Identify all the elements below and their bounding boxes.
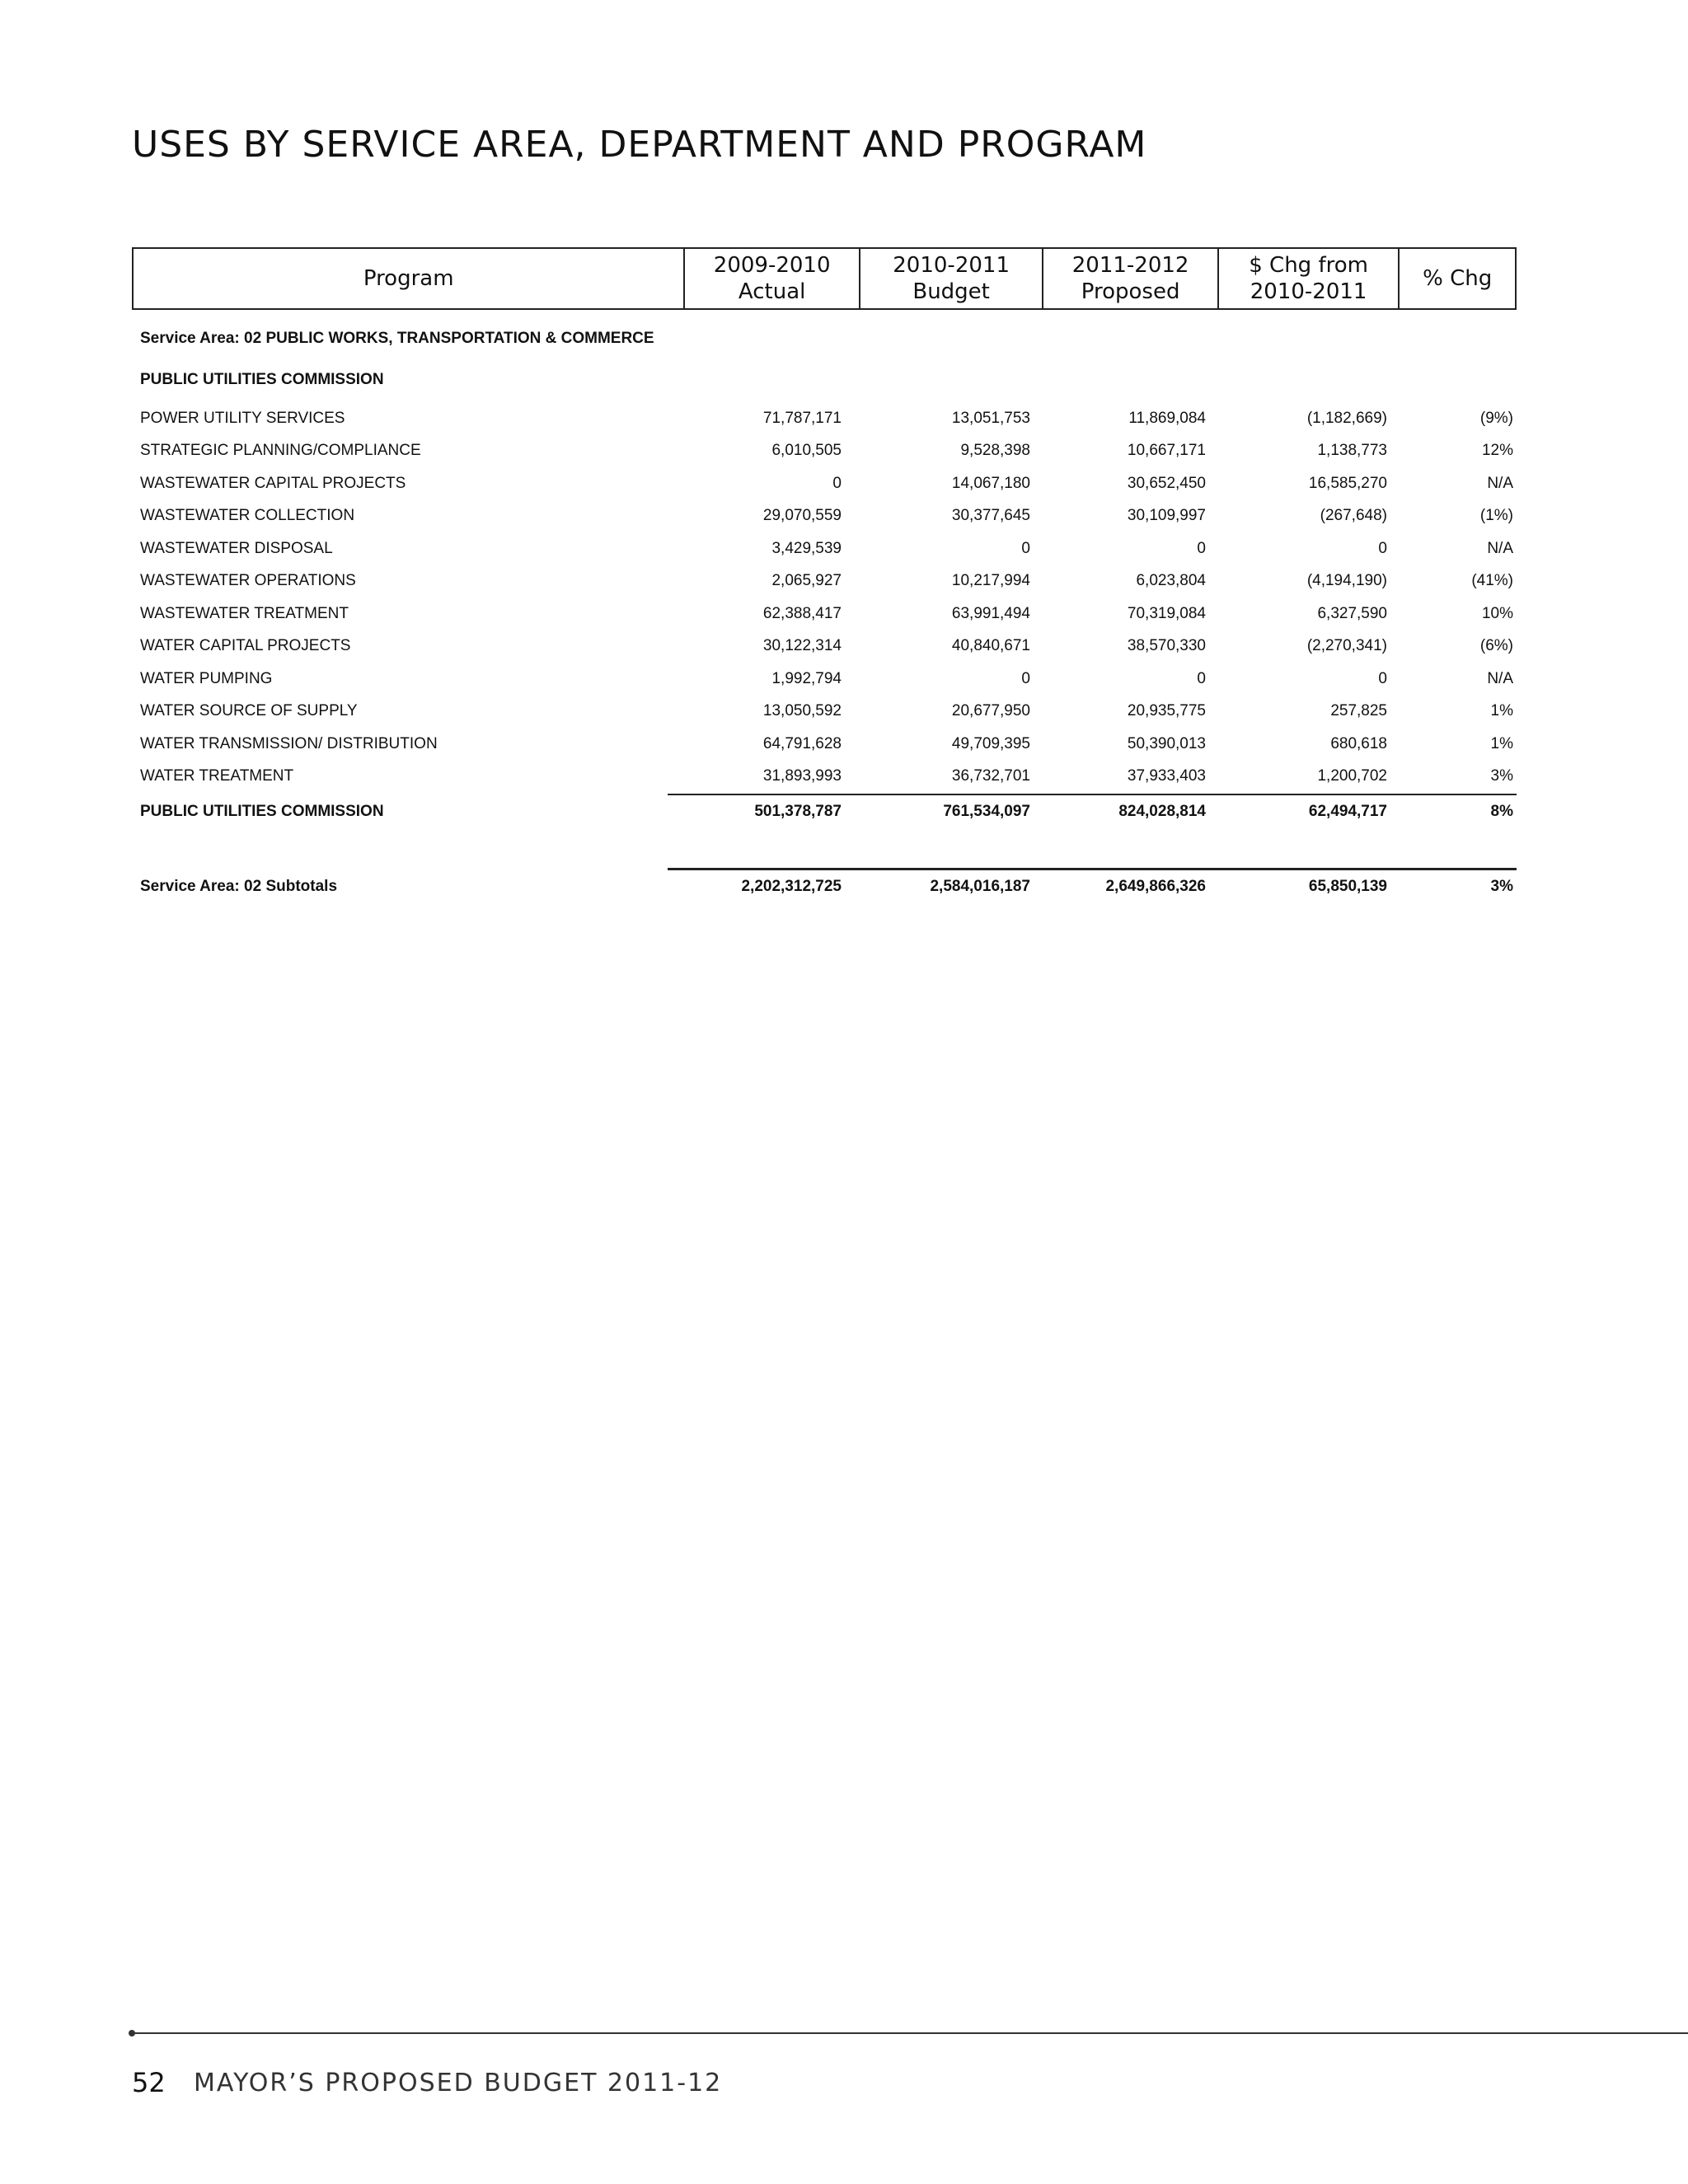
subtotal-label: Service Area: 02 Subtotals: [140, 878, 338, 895]
proposed-2011-2012: 30,109,997: [1127, 507, 1206, 525]
table-header: [132, 247, 1517, 310]
table-row: [132, 663, 1517, 696]
actual-2009-2010: 6,010,505: [771, 442, 842, 460]
header-percent-change: % Chg: [1398, 249, 1515, 308]
footer-rule: [132, 2032, 1688, 2034]
dollar-change: 0: [1378, 669, 1387, 687]
subtotal-proposed: 2,649,866,326: [1105, 878, 1206, 895]
table-row: [132, 598, 1517, 630]
dollar-change: (1,182,669): [1306, 409, 1387, 427]
percent-change: N/A: [1487, 539, 1513, 557]
table-row: [132, 696, 1517, 729]
actual-2009-2010: 64,791,628: [762, 734, 842, 752]
department-title: PUBLIC UTILITIES COMMISSION: [140, 371, 384, 388]
dollar-change: 16,585,270: [1308, 474, 1387, 492]
budget-table: [132, 247, 1517, 895]
budget-2010-2011: 10,217,994: [951, 572, 1030, 590]
actual-2009-2010: 1,992,794: [771, 669, 842, 687]
table-row: [132, 761, 1517, 794]
table-row: [132, 630, 1517, 663]
header-2011-2012-proposed: 2011-2012 Proposed: [1042, 249, 1217, 308]
department-total-dollar-change: 62,494,717: [1308, 803, 1387, 820]
subtotal-row: [132, 878, 1517, 896]
table-row: [132, 500, 1517, 533]
budget-2010-2011: 49,709,395: [951, 734, 1030, 752]
program-name: WATER TREATMENT: [140, 767, 294, 785]
dollar-change: 680,618: [1330, 734, 1387, 752]
proposed-2011-2012: 11,869,084: [1128, 409, 1206, 427]
subtotal-actual: 2,202,312,725: [741, 878, 842, 895]
budget-2010-2011: 14,067,180: [951, 474, 1030, 492]
proposed-2011-2012: 0: [1197, 669, 1206, 687]
budget-2010-2011: 0: [1021, 669, 1030, 687]
program-name: WASTEWATER OPERATIONS: [140, 572, 356, 590]
footer-title: MAYOR’S PROPOSED BUDGET 2011-12: [194, 2069, 723, 2097]
table-row: [132, 728, 1517, 761]
subtotal-budget: 2,584,016,187: [930, 878, 1030, 895]
actual-2009-2010: 29,070,559: [762, 507, 842, 525]
program-name: WASTEWATER TREATMENT: [140, 604, 349, 622]
page-title: USES BY SERVICE AREA, DEPARTMENT AND PROGRAM: [132, 124, 1147, 166]
department-total-actual: 501,378,787: [754, 803, 842, 820]
program-name: WASTEWATER COLLECTION: [140, 507, 355, 525]
proposed-2011-2012: 70,319,084: [1127, 604, 1206, 622]
budget-2010-2011: 30,377,645: [951, 507, 1030, 525]
department-total-percent-change: 8%: [1490, 803, 1513, 820]
program-name: POWER UTILITY SERVICES: [140, 409, 345, 427]
program-name: WASTEWATER CAPITAL PROJECTS: [140, 474, 406, 492]
table-rows: [132, 402, 1517, 793]
department-total-budget: 761,534,097: [943, 803, 1030, 820]
percent-change: 1%: [1490, 734, 1513, 752]
percent-change: N/A: [1487, 669, 1513, 687]
department-total-row: [132, 803, 1517, 821]
table-row: [132, 435, 1517, 468]
proposed-2011-2012: 10,667,171: [1127, 442, 1206, 460]
department-total-label: PUBLIC UTILITIES COMMISSION: [140, 803, 384, 820]
budget-2010-2011: 13,051,753: [951, 409, 1030, 427]
program-name: WATER CAPITAL PROJECTS: [140, 637, 351, 655]
percent-change: 12%: [1481, 442, 1513, 460]
actual-2009-2010: 3,429,539: [771, 539, 842, 557]
department-total-proposed: 824,028,814: [1118, 803, 1206, 820]
percent-change: N/A: [1487, 474, 1513, 492]
service-area-label: Service Area: 02 PUBLIC WORKS, TRANSPORTATION & COMMERCE: [140, 330, 654, 347]
proposed-2011-2012: 50,390,013: [1127, 734, 1206, 752]
budget-2010-2011: 63,991,494: [951, 604, 1030, 622]
page-number: 52: [132, 2067, 166, 2098]
percent-change: 3%: [1490, 767, 1513, 785]
dollar-change: (267,648): [1320, 507, 1387, 525]
actual-2009-2010: 13,050,592: [762, 702, 842, 720]
percent-change: (1%): [1479, 507, 1513, 525]
subtotal-percent-change: 3%: [1490, 878, 1513, 895]
program-name: WATER PUMPING: [140, 669, 273, 687]
dollar-change: (2,270,341): [1306, 637, 1387, 655]
dollar-change: 6,327,590: [1317, 604, 1387, 622]
actual-2009-2010: 30,122,314: [762, 637, 842, 655]
dollar-change: 0: [1378, 539, 1387, 557]
proposed-2011-2012: 30,652,450: [1127, 474, 1206, 492]
header-dollar-change: $ Chg from 2010-2011: [1217, 249, 1398, 308]
actual-2009-2010: 62,388,417: [762, 604, 842, 622]
department-total-rule: [668, 794, 1517, 795]
header-2009-2010-actual: 2009-2010 Actual: [683, 249, 859, 308]
actual-2009-2010: 31,893,993: [762, 767, 842, 785]
percent-change: (6%): [1479, 637, 1513, 655]
budget-2010-2011: 0: [1021, 539, 1030, 557]
percent-change: 1%: [1490, 702, 1513, 720]
budget-2010-2011: 20,677,950: [951, 702, 1030, 720]
subtotal-dollar-change: 65,850,139: [1308, 878, 1387, 895]
program-name: WATER SOURCE OF SUPPLY: [140, 702, 358, 720]
table-row: [132, 565, 1517, 598]
table-row: [132, 532, 1517, 565]
proposed-2011-2012: 20,935,775: [1127, 702, 1206, 720]
dollar-change: 257,825: [1330, 702, 1387, 720]
proposed-2011-2012: 6,023,804: [1136, 572, 1206, 590]
proposed-2011-2012: 0: [1197, 539, 1206, 557]
header-program: Program: [363, 266, 454, 291]
table-row: [132, 402, 1517, 435]
header-2010-2011-budget: 2010-2011 Budget: [859, 249, 1042, 308]
dollar-change: (4,194,190): [1306, 572, 1387, 590]
budget-2010-2011: 40,840,671: [951, 637, 1030, 655]
proposed-2011-2012: 38,570,330: [1127, 637, 1206, 655]
program-name: WASTEWATER DISPOSAL: [140, 539, 333, 557]
program-name: STRATEGIC PLANNING/COMPLIANCE: [140, 442, 421, 460]
subtotal-rule: [668, 868, 1517, 870]
dollar-change: 1,138,773: [1317, 442, 1387, 460]
actual-2009-2010: 0: [832, 474, 842, 492]
percent-change: (9%): [1479, 409, 1513, 427]
actual-2009-2010: 2,065,927: [771, 572, 842, 590]
dollar-change: 1,200,702: [1317, 767, 1387, 785]
table-row: [132, 467, 1517, 500]
actual-2009-2010: 71,787,171: [762, 409, 842, 427]
proposed-2011-2012: 37,933,403: [1127, 767, 1206, 785]
percent-change: 10%: [1481, 604, 1513, 622]
budget-2010-2011: 36,732,701: [951, 767, 1030, 785]
program-name: WATER TRANSMISSION/ DISTRIBUTION: [140, 734, 438, 752]
percent-change: (41%): [1471, 572, 1513, 590]
budget-2010-2011: 9,528,398: [960, 442, 1030, 460]
